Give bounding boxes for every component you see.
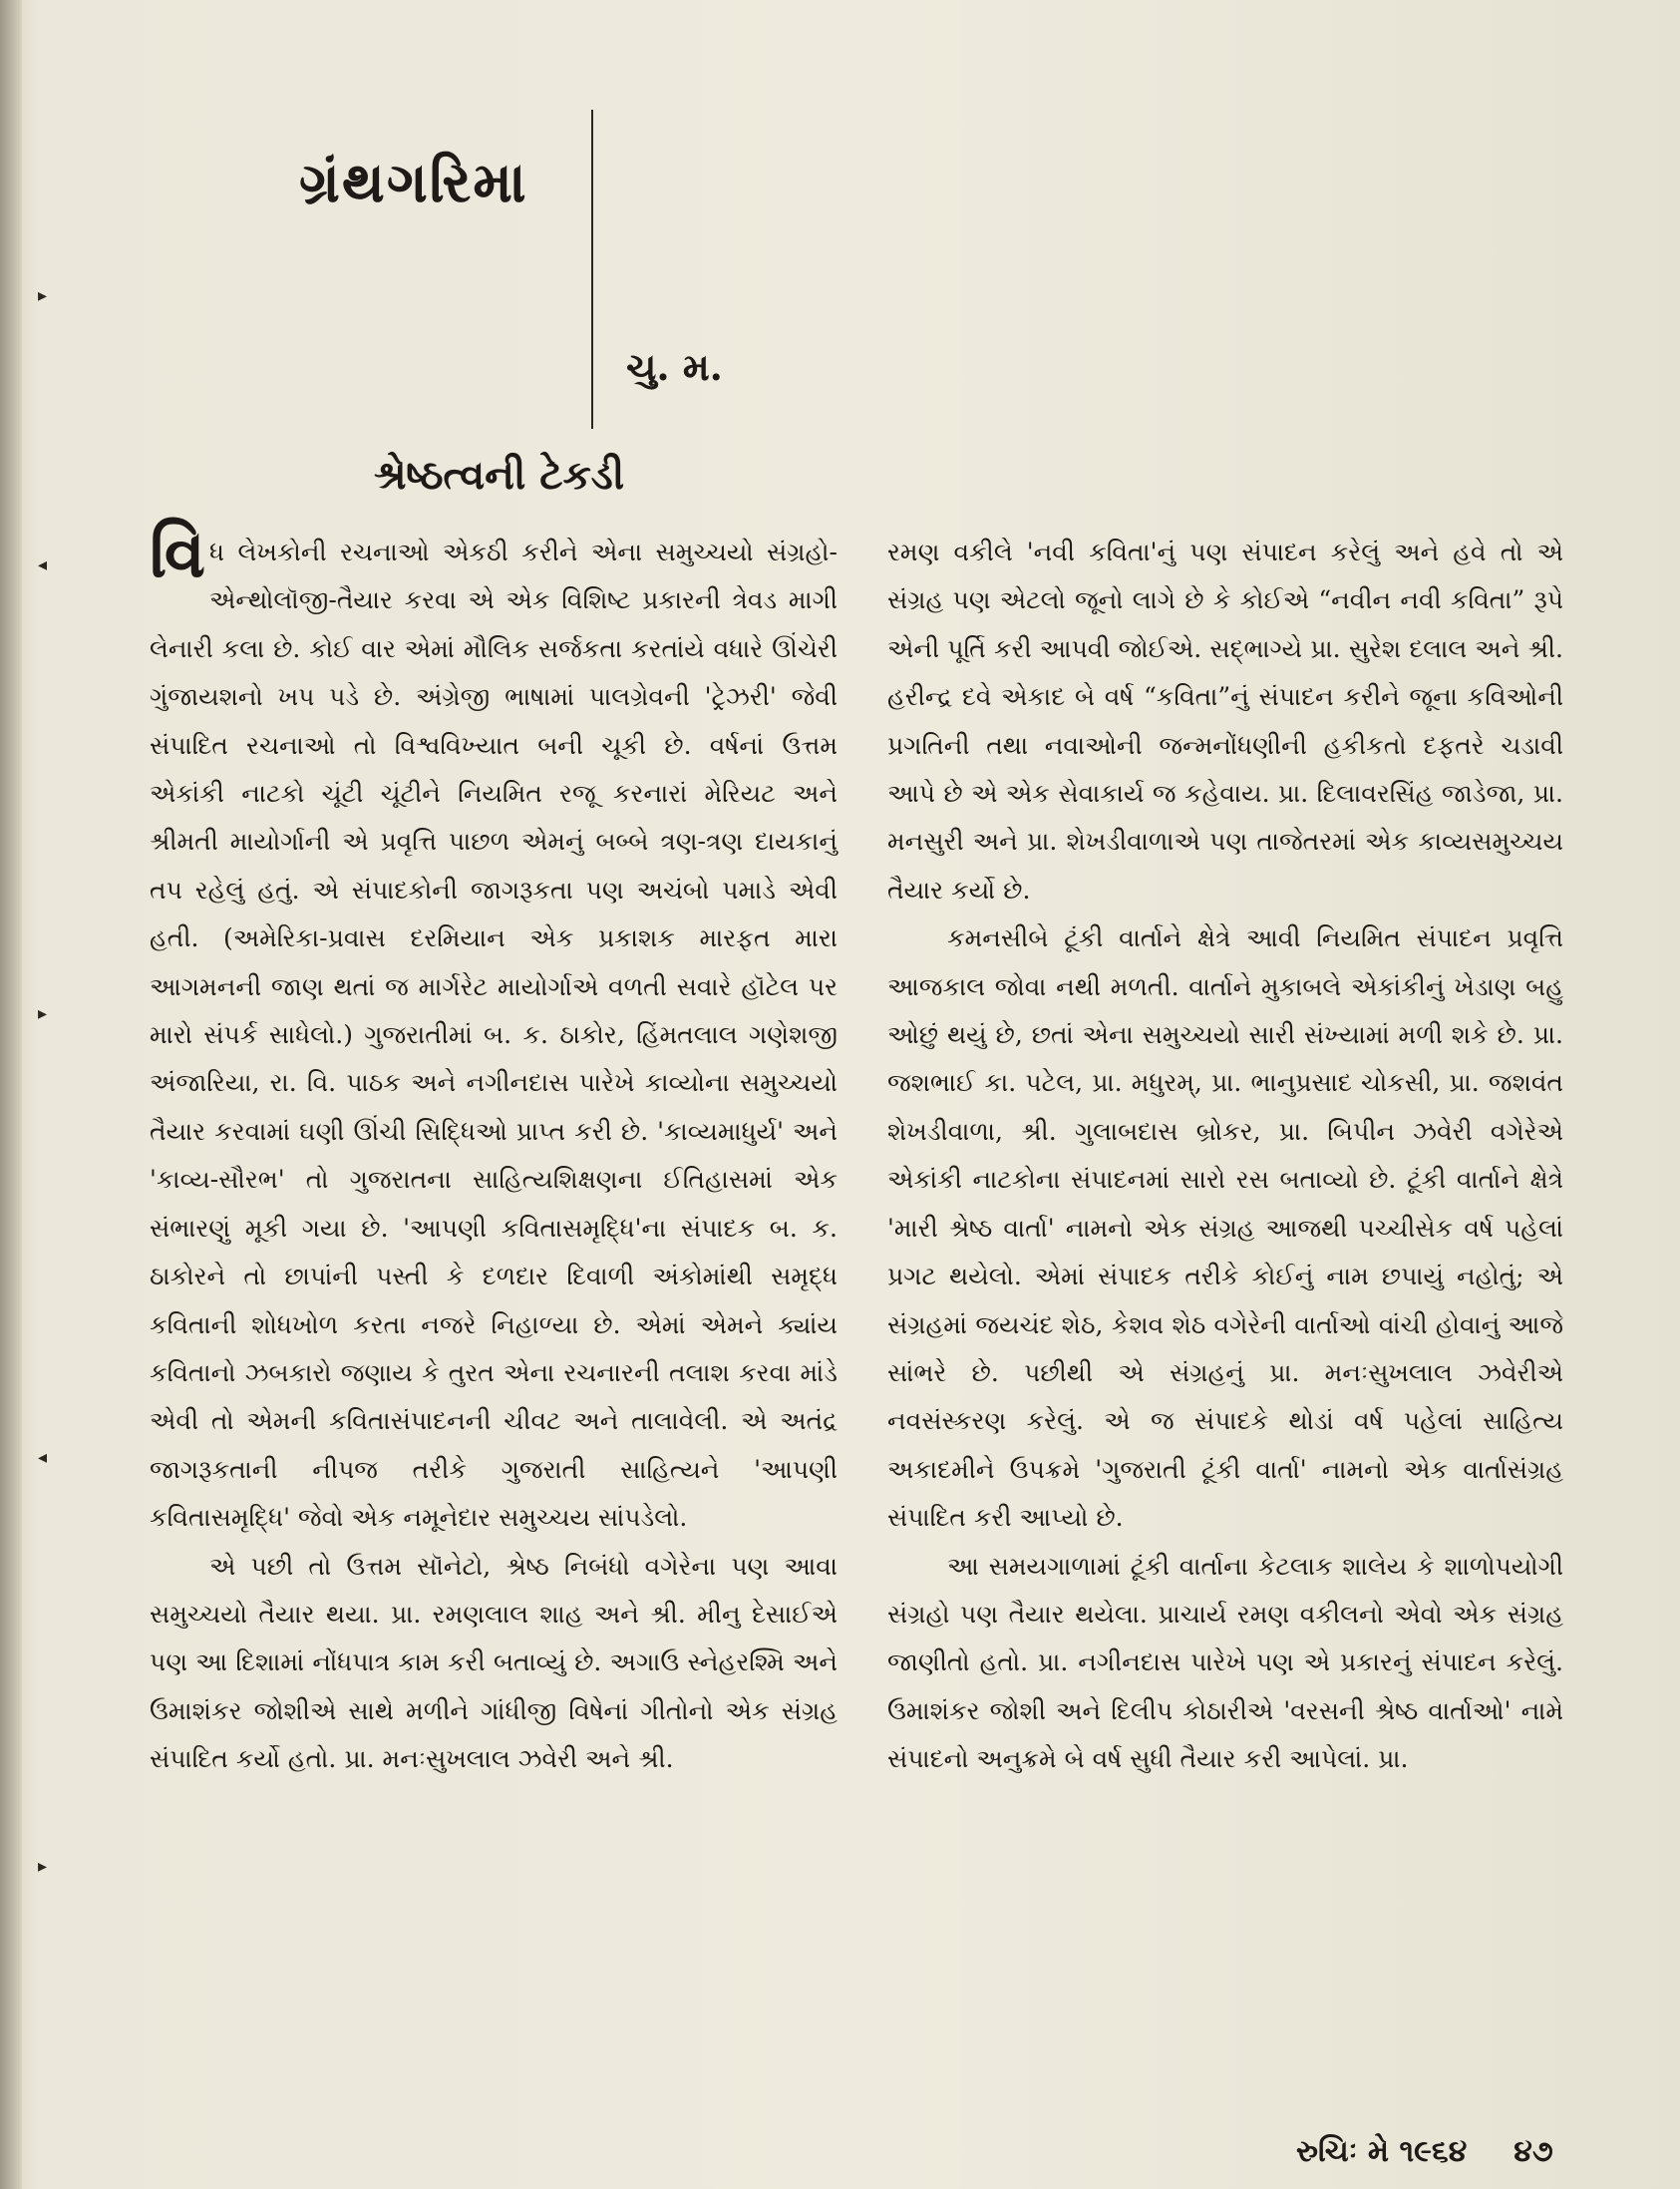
page-number: ૪૭ xyxy=(1513,2134,1553,2169)
paragraph-text: ધ લેખકોની રચનાઓ એકઠી કરીને એના સમુચ્ચયો સંગ્રહો-એન્થોલૉજી-તૈયાર કરવા એ એક વિશિષ્ટ પ્રકારની ત્રેવડ માગી લેનારી કલા છે. કોઈ વાર એમાં મૌલિક સર્જકતા કરતાંયે વધારે ઊંચેરી ગુંજાયશનો ખપ પડે છે. અંગ્રેજી ભાષામાં પાલગ્રેવની 'ટ્રેઝરી' જેવી સંપાદિત રચનાઓ તો વિશ્વવિખ્યાત બની ચૂકી છે. વર્ષનાં ઉત્તમ એકાંકી નાટકો ચૂંટી ચૂંટીને નિયમિત રજૂ કરનારાં મેરિયટ અને શ્રીમતી માયોર્ગાની એ પ્રવૃત્તિ પાછળ એમનું બબ્બે ત્રણ-ત્રણ દાયકાનું તપ રહેલું હતું. એ સંપાદકોની જાગરૂકતા પણ અચંબો પમાડે એવી હતી. (અમેરિકા-પ્રવાસ દરમિયાન એક પ્રકાશક મારફત મારા આગમનની જાણ થતાં જ માર્ગરેટ માયોર્ગાએ વળતી સવારે હૉટેલ પર મારો સંપર્ક સાધેલો.) ગુજરાતીમાં બ. ક. ઠાકોર, હિંમતલાલ ગણેશજી અંજારિયા, રા. વિ. પાઠક અને નગીનદાસ પારેખે કાવ્યોના સમુચ્ચયો તૈયાર કરવામાં ઘણી ઊંચી સિદ્ધિઓ પ્રાપ્ત કરી છે. 'કાવ્યમાધુર્ય' અને 'કાવ્ય-સૌરભ' તો ગુજરાતના સાહિત્યશિક્ષણના ઈતિહાસમાં એક સંભારણું મૂકી ગયા છે. 'આપણી કવિતાસમૃદ્ધિ'ના સંપાદક બ. ક. ઠાકોરને તો છાપાંની પસ્તી કે દળદાર દિવાળી અંકોમાંથી સમૃદ્ધ કવિતાની શોધખોળ કરતા નજરે નિહાળ્યા છે. એમાં એમને ક્યાંય કવિતાનો ઝબકારો જણાય કે તુરત એના રચનારની તલાશ કરવા માંડે એવી તો એમની કવિતાસંપાદનની ચીવટ અને તાલાવેલી. એ અતંદ્ર જાગરૂકતાની નીપજ તરીકે ગુજરાતી સાહિત્યને 'આપણી કવિતાસમૃદ્ધિ' જેવો એક નમૂનેદાર સમુચ્ચય સાંપડેલો. xyxy=(150,538,838,1533)
binding-mark: ▸ xyxy=(38,1003,48,1024)
title-divider xyxy=(591,110,593,429)
paragraph: આ સમયગાળામાં ટૂંકી વાર્તાના કેટલાક શાલેય કે શાળોપયોગી સંગ્રહો પણ તૈયાર થયેલા. પ્રાચાર્ય રમણ વકીલનો એવો એક સંગ્રહ જાણીતો હતો. પ્રા. નગીનદાસ પારેખે પણ એ પ્રકારનું સંપાદન કરેલું. ઉમાશંકર જોશી અને દિલીપ કોઠારીએ 'વરસની શ્રેષ્ઠ વાર્તાઓ' નામે સંપાદનો અનુક્રમે બે વર્ષ સુધી તૈયાર કરી આપેલાં. પ્રા. xyxy=(887,1551,1563,1774)
author-initials: ચુ. મ. xyxy=(626,344,723,389)
footer-magazine: રુચિઃ મે ૧૯૬૪ xyxy=(1296,2134,1468,2169)
paragraph xyxy=(150,515,838,1543)
left-column xyxy=(150,515,838,1784)
drop-cap: વિ xyxy=(150,515,206,592)
right-column xyxy=(887,529,1563,1784)
article-heading: શ્રેષ્ઠત્વની ટેકડી xyxy=(374,452,625,499)
binding-mark: ◂ xyxy=(38,1447,48,1468)
paragraph: રમણ વકીલે 'નવી કવિતા'નું પણ સંપાદન કરેલું અને હવે તો એ સંગ્રહ પણ એટલો જૂનો લાગે છે કે કોઈએ “નવીન નવી કવિતા” રૂપે એની પૂર્તિ કરી આપવી જોઈએ. સદ્ભાગ્યે પ્રા. સુરેશ દલાલ અને શ્રી. હરીન્દ્ર દવે એકાદ બે વર્ષ “કવિતા”નું સંપાદન કરીને જૂના કવિઓની પ્રગતિની તથા નવાઓની જન્મનોંધણીની હકીકતો દફતરે ચડાવી આપે છે એ એક સેવાકાર્ય જ કહેવાય. પ્રા. દિલાવરસિંહ જાડેજા, પ્રા. મનસુરી અને પ્રા. શેખડીવાળાએ પણ તાજેતરમાં એક કાવ્યસમુચ્ચય તૈયાર કર્યો છે. xyxy=(887,538,1563,905)
section-title: ગ્રંથગરિમા xyxy=(299,150,528,215)
binding-mark: ▸ xyxy=(38,285,48,306)
paragraph: એ પછી તો ઉત્તમ સૉનેટો, શ્રેષ્ઠ નિબંધો વગેરેના પણ આવા સમુચ્ચયો તૈયાર થયા. પ્રા. રમણલાલ શાહ અને શ્રી. મીનુ દેસાઈએ પણ આ દિશામાં નોંધપાત્ર કામ કરી બતાવ્યું છે. અગાઉ સ્નેહરશ્મિ અને ઉમાશંકર જોશીએ સાથે મળીને ગાંધીજી વિષેનાં ગીતોનો એક સંગ્રહ સંપાદિત કર્યો હતો. પ્રા. મનઃસુખલાલ ઝવેરી અને શ્રી. xyxy=(150,1551,838,1774)
page-gutter-shadow xyxy=(0,0,22,2189)
page-footer xyxy=(1296,2134,1553,2169)
binding-mark: ◂ xyxy=(38,554,48,575)
binding-mark: ▸ xyxy=(38,1856,48,1877)
paragraph: કમનસીબે ટૂંકી વાર્તાને ક્ષેત્રે આવી નિયમિત સંપાદન પ્રવૃત્તિ આજકાલ જોવા નથી મળતી. વાર્તાને મુકાબલે એકાંકીનું ખેડાણ બહુ ઓછું થયું છે, છતાં એના સમુચ્ચયો સારી સંખ્યામાં મળી શકે છે. પ્રા. જશભાઈ કા. પટેલ, પ્રા. મધુરમ્, પ્રા. ભાનુપ્રસાદ ચોકસી, પ્રા. જશવંત શેખડીવાળા, શ્રી. ગુલાબદાસ બ્રોકર, પ્રા. બિપીન ઝવેરી વગેરેએ એકાંકી નાટકોના સંપાદનમાં સારો રસ બતાવ્યો છે. ટૂંકી વાર્તાને ક્ષેત્રે 'મારી શ્રેષ્ઠ વાર્તા' નામનો એક સંગ્રહ આજથી પચ્ચીસેક વર્ષ પહેલાં પ્રગટ થયેલો. એમાં સંપાદક તરીકે કોઈનું નામ છપાયું નહોતું; એ સંગ્રહમાં જયચંદ શેઠ, કેશવ શેઠ વગેરેની વાર્તાઓ વાંચી હોવાનું આજે સાંભરે છે. પછીથી એ સંગ્રહનું પ્રા. મનઃસુખલાલ ઝવેરીએ નવસંસ્કરણ કરેલું. એ જ સંપાદકે થોડાં વર્ષ પહેલાં સાહિત્ય અકાદમીને ઉપક્રમે 'ગુજરાતી ટૂંકી વાર્તા' નામનો એક વાર્તાસંગ્રહ સંપાદિત કરી આપ્યો છે. xyxy=(887,923,1563,1533)
